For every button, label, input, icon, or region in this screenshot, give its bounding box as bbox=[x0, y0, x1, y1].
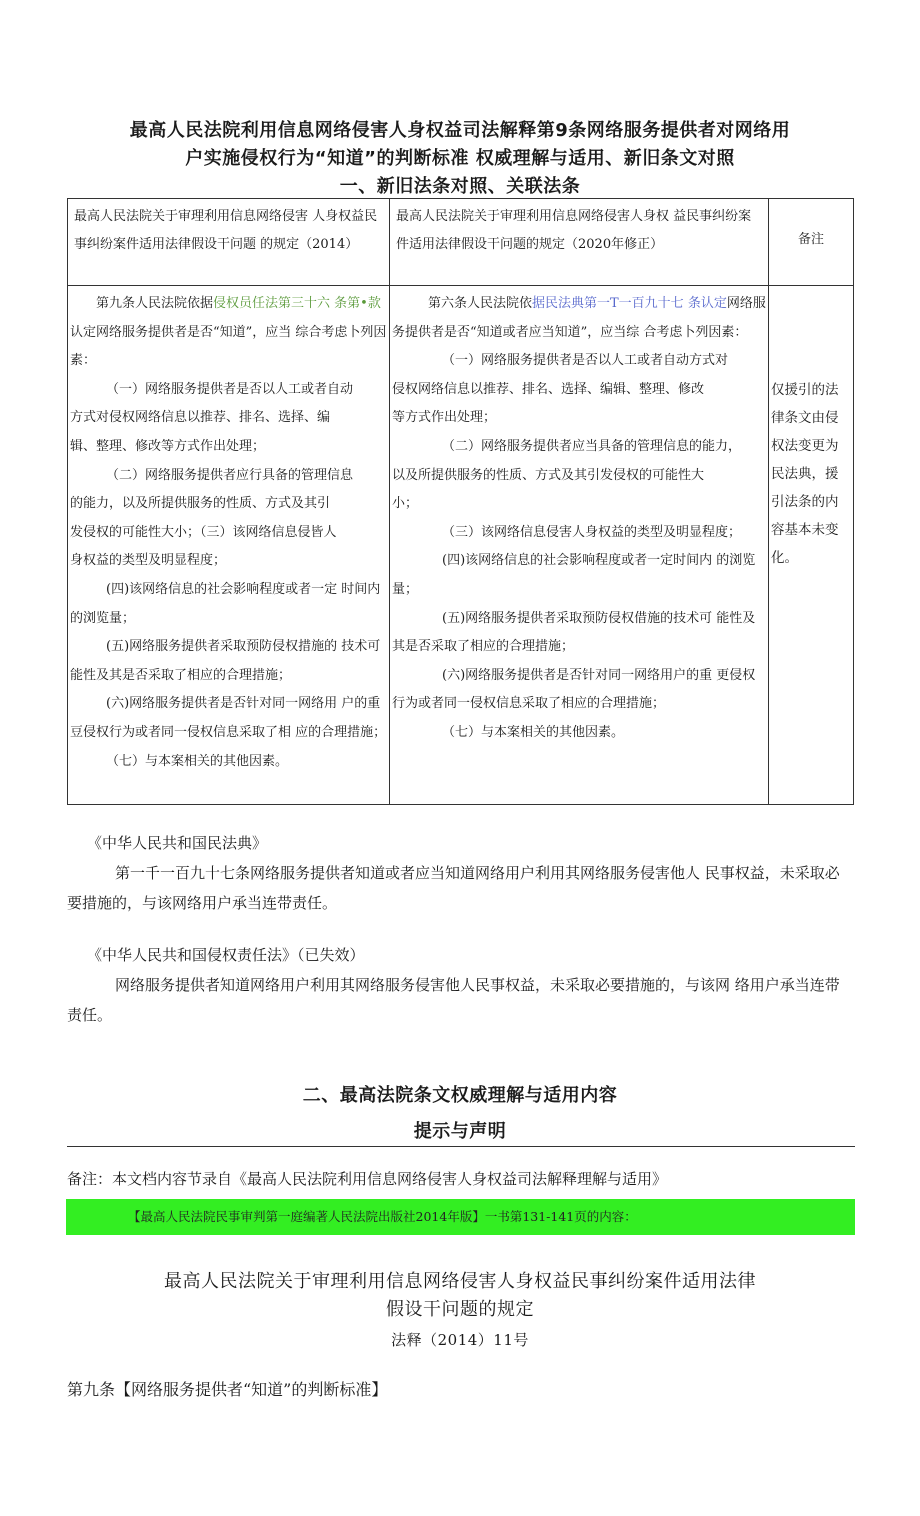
section2-subheading: 提示与声明 bbox=[413, 1121, 507, 1142]
regulation-number: 法释（2014）11号 bbox=[391, 1331, 529, 1349]
clause-line: （七）与本案相关的其他因素。 bbox=[442, 724, 625, 740]
related-law-1 bbox=[67, 828, 853, 918]
header-old-regulation: 最高人民法院关于审理利用信息网络侵害 人身权益民事纠纷案件适用法律假设干问题 的规定（2014） bbox=[68, 199, 390, 286]
header-remark: 备注 bbox=[769, 199, 854, 286]
clause-line: 的能力，以及所提供服务的性质、方式及其引 bbox=[70, 496, 331, 512]
header-new-regulation: 最高人民法院关于审理利用信息网络侵害人身权 益民事纠纷案件适用法律假设干问题的规定（2020年修正） bbox=[390, 199, 769, 286]
related-law-2-source: 《中华人民共和国侵权责任法》（已失效） bbox=[87, 946, 365, 964]
clause-line: 侵权网络信息以推荐、排名、选择、编辑、整理、修改 bbox=[392, 381, 705, 397]
old-items-list bbox=[68, 376, 389, 776]
clause-line: (四)该网络信息的社会影响程度或者一定时间内 的浏览量； bbox=[392, 553, 756, 597]
clause-line: 发侵权的可能性大小；（三）该网络信息侵皆人 bbox=[70, 524, 337, 540]
clause-line: 等方式作出处理； bbox=[392, 410, 497, 426]
clause-line: （三）该网络信息侵害人身权益的类型及明显程度； bbox=[442, 524, 742, 540]
related-law-1-source: 《中华人民共和国民法典》 bbox=[87, 834, 268, 852]
divider bbox=[67, 1146, 855, 1147]
regulation-title-line1: 最高人民法院关于审理利用信息网络侵害人身权益民事纠纷案件适用法律 bbox=[164, 1271, 756, 1292]
article-heading: 第九条【网络服务提供者“知道”的判断标准】 bbox=[67, 1380, 388, 1399]
clause-line: (六)网络服务提供者是否针对同一网络用 户的重豆侵权行为或者同一侵权信息采取了相 应的合理措施； bbox=[70, 696, 387, 740]
clause-line: (四)该网络信息的社会影响程度或者一定 时间内的浏览量； bbox=[70, 581, 381, 626]
clause-line: （二）网络服务提供者应当具备的管理信息的能力， bbox=[442, 438, 742, 454]
document-title-line2: 户实施侵权行为“知道”的判断标准 权威理解与适用、新旧条文对照 bbox=[185, 148, 735, 169]
table-content-row bbox=[68, 286, 854, 805]
clause-line: 方式对侵权网络信息以推荐、排名、选择、编 bbox=[70, 410, 331, 426]
clause-line: （七）与本案相关的其他因素。 bbox=[106, 753, 289, 769]
document-title-line1: 最高人民法院利用信息网络侵害人身权益司法解释第9条网络服务提供者对网络用 bbox=[129, 120, 791, 141]
regulation-title-line2: 假设干问题的规定 bbox=[386, 1299, 534, 1320]
related-law-1-text: 第一千一百九十七条网络服务提供者知道或者应当知道网络用户利用其网络服务侵害他人 民事权益，未采取必要措施的，与该网络用户承当连带责任。 bbox=[67, 864, 840, 912]
clause-line: 身权益的类型及明显程度； bbox=[70, 553, 227, 569]
clause-line: (五)网络服务提供者采取预防侵权措施的 技术可能性及其是否采取了相应的合理措施； bbox=[70, 639, 381, 683]
section1-heading: 一、新旧法条对照、关联法条 bbox=[339, 176, 581, 197]
highlighted-banner: 【最高人民法院民事审判第一庭编著人民法院出版社2014年版】一书第131-141页的内容： bbox=[66, 1199, 855, 1235]
related-law-2-text: 网络服务提供者知道网络用户利用其网络服务侵害他人民事权益，未采取必要措施的，与该网 络用户承当连带责任。 bbox=[67, 976, 840, 1024]
clause-line: （二）网络服务提供者应行具备的管理信息 bbox=[106, 467, 354, 483]
clause-line: 辑、整理、修改等方式作出处理； bbox=[70, 438, 266, 454]
old-regulation-cell bbox=[68, 286, 390, 805]
comparison-table bbox=[67, 198, 854, 805]
clause-line: 以及所提供服务的性质、方式及其引发侵权的可能性大 bbox=[392, 467, 705, 483]
new-regulation-cell bbox=[390, 286, 769, 805]
clause-line: (六)网络服务提供者是否针对同一网络用户的重 更侵权行为或者同一侵权信息采取了相应的合理措施； bbox=[392, 667, 756, 712]
clause-line: （一）网络服务提供者是否以人工或者自动方式对 bbox=[442, 353, 729, 369]
new-items-list bbox=[390, 347, 768, 747]
related-law-2 bbox=[67, 940, 853, 1030]
section2-heading: 二、最高法院条文权威理解与适用内容 bbox=[302, 1085, 618, 1106]
clause-line: (五)网络服务提供者采取预防侵权借施的技术可 能性及其是否采取了相应的合理措施； bbox=[392, 610, 756, 655]
source-note: 备注：本文档内容节录自《最高人民法院利用信息网络侵害人身权益司法解释理解与适用》 bbox=[67, 1170, 668, 1188]
clause-line: （一）网络服务提供者是否以人工或者自动 bbox=[106, 381, 354, 397]
table-header-row bbox=[68, 199, 854, 286]
remark-text: 仅援引的法律条文由侵权法变更为民法典，援引法条的内容基本未变化。 bbox=[771, 382, 839, 566]
new-lead-paragraph: 第六条人民法院依据民法典第一T一百九十七 条认定网络服务提供者是否“知道或者应当知道”，应当综 合考虑卜列因素： bbox=[392, 296, 766, 340]
clause-line: 小； bbox=[392, 496, 419, 512]
remark-cell bbox=[769, 286, 854, 805]
old-lead-paragraph: 第九条人民法院依据侵权员任法第三十六 条第•款认定网络服务提供者是否“知道”，应当 综合考虑卜列因素： bbox=[70, 296, 387, 369]
old-law-link[interactable]: 侵权员任法第三十六 条第•款 bbox=[213, 296, 381, 311]
new-law-link[interactable]: 据民法典第一T一百九十七 条认定 bbox=[532, 296, 727, 311]
